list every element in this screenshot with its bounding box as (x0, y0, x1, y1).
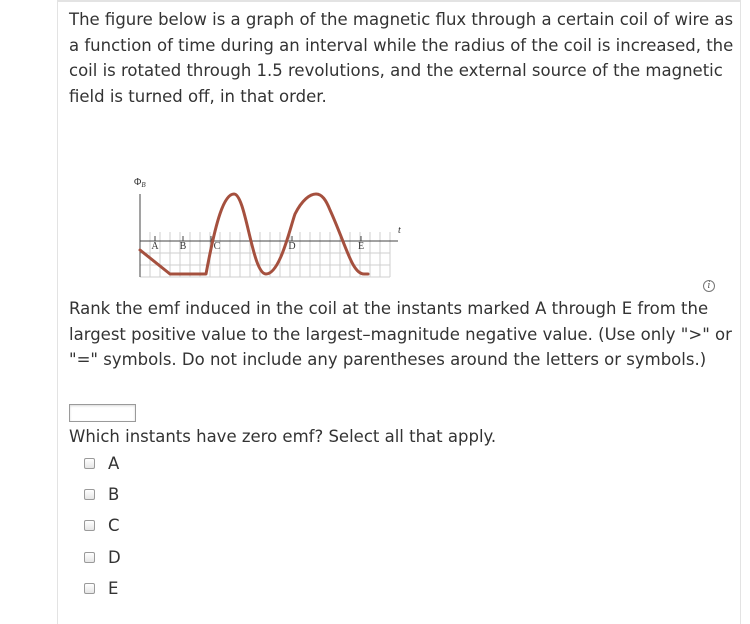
option-c-label: C (108, 515, 120, 535)
flux-curve (140, 194, 368, 274)
option-d-checkbox[interactable] (84, 552, 95, 563)
option-b-checkbox[interactable] (84, 489, 95, 500)
question-intro: The figure below is a graph of the magnetic flux through a certain coil of wire as a function of time during an interval while the radius of the coil is increased, the coil is rotated through 1.5 revolutions, and the external source of the magnetic field is turned off, in that order. (69, 10, 734, 106)
option-b-label: B (108, 484, 120, 504)
instant-label-c: C (213, 241, 221, 252)
option-a-checkbox[interactable] (84, 458, 95, 469)
x-axis-label: t (398, 225, 401, 236)
rank-question: Rank the emf induced in the coil at the instants marked A through E from the largest positive value to the largest–magnitude negative value. (Use only ">" or "=" symbols. Do not include any parentheses around the letters or symbols.) (69, 299, 732, 369)
option-b[interactable] (84, 483, 119, 505)
instant-label-d: D (288, 241, 296, 252)
flux-graph (120, 170, 420, 285)
option-e-checkbox[interactable] (84, 583, 95, 594)
info-icon[interactable]: i (703, 280, 715, 292)
graph-grid (140, 232, 390, 277)
option-a-label: A (108, 453, 120, 473)
option-e[interactable] (84, 577, 118, 599)
option-a[interactable] (84, 452, 119, 474)
instant-label-e: E (357, 241, 365, 252)
zero-emf-question: Which instants have zero emf? Select all that apply. (69, 427, 497, 446)
option-c[interactable] (84, 514, 120, 536)
instant-label-b: B (179, 241, 187, 252)
option-c-checkbox[interactable] (84, 520, 95, 531)
instant-label-a: A (151, 241, 159, 252)
y-axis-label: $\Phi_B$ (134, 177, 146, 189)
rank-answer-input[interactable] (69, 404, 136, 422)
option-d[interactable] (84, 546, 121, 568)
option-e-label: E (108, 578, 119, 598)
option-d-label: D (108, 547, 121, 567)
